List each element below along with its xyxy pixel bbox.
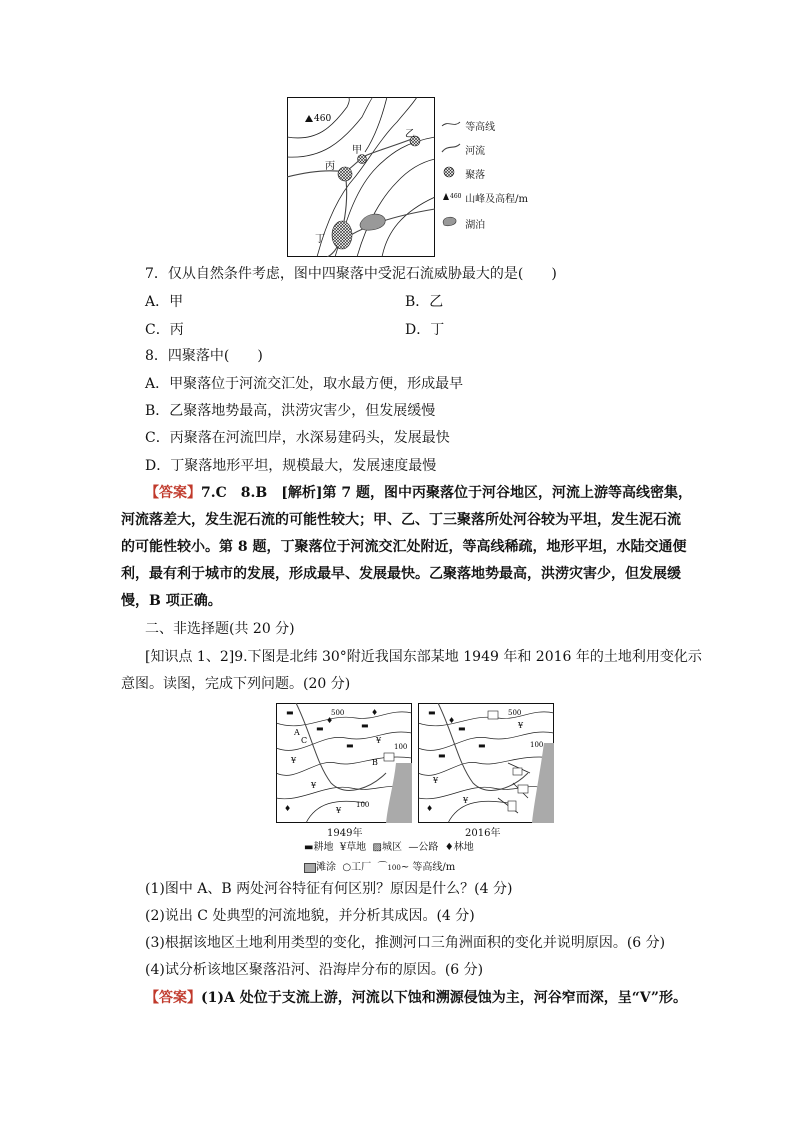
answer-1-text-1: 7.C 8.B [解析]第 7 题，图中丙聚落位于河谷地区，河流上游等高线密集， bbox=[201, 485, 692, 501]
peak-legend-icon bbox=[440, 190, 462, 202]
svg-text:A: A bbox=[294, 728, 300, 737]
q8-option-d: D．丁聚落地形平坦，规模最大，发展速度最慢 bbox=[145, 458, 437, 474]
year-2016-caption: 2016年 bbox=[465, 828, 501, 839]
legend-road: 公路 bbox=[418, 842, 439, 853]
svg-text:▬: ▬ bbox=[478, 741, 486, 750]
land-use-legend-row-1 bbox=[304, 838, 474, 853]
svg-text:B: B bbox=[372, 758, 378, 767]
grassland-icon: ¥ bbox=[336, 842, 347, 853]
q9-part-3: (3)根据该地区土地利用类型的变化，推测河口三角洲面积的变化并说明原因。(6 分) bbox=[145, 935, 666, 951]
section-2-heading: 二、非选择题(共 20 分) bbox=[145, 621, 295, 637]
svg-text:¥: ¥ bbox=[311, 781, 317, 790]
svg-text:¥: ¥ bbox=[463, 796, 469, 805]
place-jia: 甲 bbox=[352, 145, 362, 156]
answer-1-line-2: 河流落差大，发生泥石流的可能性较大；甲、乙、丁三聚落所处河谷较为平坦，发生泥石流 bbox=[121, 512, 681, 528]
svg-text:¥: ¥ bbox=[291, 756, 297, 765]
q9-part-4: (4)试分析该地区聚落沿河、沿海岸分布的原因。(6 分) bbox=[145, 962, 484, 978]
svg-text:♦: ♦ bbox=[284, 804, 292, 813]
urban-icon: ▨ bbox=[369, 842, 383, 853]
svg-text:♦: ♦ bbox=[326, 716, 334, 725]
place-yi: 乙 bbox=[405, 129, 415, 140]
tidal-flat-icon bbox=[304, 863, 316, 873]
q9-part-2: (2)说出 C 处典型的河流地貌，并分析其成因。(4 分) bbox=[145, 908, 475, 924]
answer-2-text: (1)A 处位于支流上游，河流以下蚀和溯源侵蚀为主，河谷窄而深，呈“V”形。 bbox=[201, 990, 687, 1006]
svg-text:▬: ▬ bbox=[286, 708, 294, 717]
place-ding: 丁 bbox=[315, 234, 325, 245]
q9-stem-line-2: 意图。读图，完成下列问题。(20 分) bbox=[121, 676, 351, 692]
year-1949-caption: 1949年 bbox=[327, 828, 363, 839]
q9-part-1: (1)图中 A、B 两处河谷特征有何区别？原因是什么？(4 分) bbox=[145, 881, 513, 897]
svg-text:▬: ▬ bbox=[361, 721, 369, 730]
legend-factory: 工厂 bbox=[351, 862, 372, 873]
svg-text:▬: ▬ bbox=[438, 751, 446, 760]
lake-legend-icon bbox=[440, 214, 462, 228]
svg-text:C: C bbox=[301, 736, 308, 745]
settlement-legend-icon bbox=[440, 166, 462, 178]
road-icon: — bbox=[405, 842, 419, 853]
q7-option-a: A．甲 bbox=[145, 294, 184, 310]
legend-contour-tilde: ~ bbox=[400, 862, 410, 873]
land-use-map-2016 bbox=[418, 703, 554, 823]
q9-stem-line-1: [知识点 1、2]9.下图是北纬 30°附近我国东部某地 1949 年和 2016 年的土地利用变化示 bbox=[145, 649, 702, 665]
answer-2-tag: 【答案】 bbox=[145, 990, 201, 1006]
svg-text:♦: ♦ bbox=[371, 708, 379, 717]
svg-text:¥: ¥ bbox=[336, 806, 342, 815]
answer-2-line bbox=[145, 988, 687, 1008]
legend-forest: 林地 bbox=[453, 842, 474, 853]
answer-1-line-5: 慢，B 项正确。 bbox=[121, 593, 222, 609]
q7-option-b: B．乙 bbox=[405, 294, 444, 310]
q8-stem: 8．四聚落中( ) bbox=[145, 348, 263, 364]
q7-option-c: C．丙 bbox=[145, 322, 184, 338]
svg-text:▬: ▬ bbox=[346, 741, 354, 750]
legend-lake: 湖泊 bbox=[465, 220, 486, 231]
answer-1-line-3: 的可能性较小。第 8 题，丁聚落位于河流交汇处附近，等高线稀疏，地形平坦，水陆交通便 bbox=[121, 539, 687, 555]
svg-text:500: 500 bbox=[508, 709, 522, 717]
legend-tidal-flat: 滩涂 bbox=[316, 862, 336, 873]
svg-text:100: 100 bbox=[356, 801, 370, 809]
legend-contour-value: 100 bbox=[387, 864, 401, 872]
q7-option-d: D．丁 bbox=[405, 322, 445, 338]
svg-text:¥: ¥ bbox=[376, 736, 382, 745]
answer-1-line-4: 利，最有利于城市的发展，形成最早、发展最快。乙聚落地势最高，洪涝灾害少，但发展缓 bbox=[121, 566, 681, 582]
legend-river: 河流 bbox=[465, 146, 486, 157]
legend-contour: 等高线 bbox=[465, 122, 496, 133]
q7-stem: 7．仅从自然条件考虑，图中四聚落中受泥石流威胁最大的是( ) bbox=[145, 266, 557, 282]
peak-elevation: 460 bbox=[314, 114, 332, 124]
answer-tag: 【答案】 bbox=[145, 485, 201, 501]
contour-legend-icon bbox=[440, 118, 462, 130]
place-bing: 丙 bbox=[325, 161, 335, 172]
factory-icon: ○ bbox=[339, 862, 352, 873]
svg-text:▬: ▬ bbox=[428, 708, 436, 717]
svg-text:♦: ♦ bbox=[426, 804, 434, 813]
svg-text:500: 500 bbox=[331, 709, 345, 717]
legend-peak: 山峰及高程/m bbox=[465, 194, 529, 205]
answer-1-line-1 bbox=[145, 483, 692, 503]
river-legend-icon bbox=[440, 142, 462, 154]
contour-map-1 bbox=[287, 97, 435, 257]
legend-contour-2: 等高线/m bbox=[412, 862, 456, 873]
svg-text:¥: ¥ bbox=[518, 721, 524, 730]
land-use-map-1949 bbox=[276, 703, 412, 823]
forest-icon: ♦ bbox=[441, 842, 454, 853]
cropland-icon: ▬ bbox=[304, 842, 314, 853]
q8-option-c: C．丙聚落在河流凹岸，水深易建码头，发展最快 bbox=[145, 430, 450, 446]
svg-text:¥: ¥ bbox=[433, 776, 439, 785]
svg-text:100: 100 bbox=[394, 743, 408, 751]
contour-icon: ⌒ bbox=[374, 862, 388, 873]
legend-urban: 城区 bbox=[382, 842, 403, 853]
svg-text:▬: ▬ bbox=[316, 724, 324, 733]
svg-text:460: 460 bbox=[450, 193, 462, 200]
q8-option-a: A．甲聚落位于河流交汇处，取水最方便，形成最早 bbox=[145, 376, 464, 392]
svg-text:▬: ▬ bbox=[458, 724, 466, 733]
q8-option-b: B．乙聚落地势最高，洪涝灾害少，但发展缓慢 bbox=[145, 403, 436, 419]
land-use-legend-row-2 bbox=[304, 858, 455, 873]
legend-grassland: 草地 bbox=[346, 842, 367, 853]
svg-text:100: 100 bbox=[530, 741, 544, 749]
legend-settlement: 聚落 bbox=[465, 170, 486, 181]
svg-text:♦: ♦ bbox=[448, 716, 456, 725]
legend-cropland: 耕地 bbox=[313, 842, 334, 853]
